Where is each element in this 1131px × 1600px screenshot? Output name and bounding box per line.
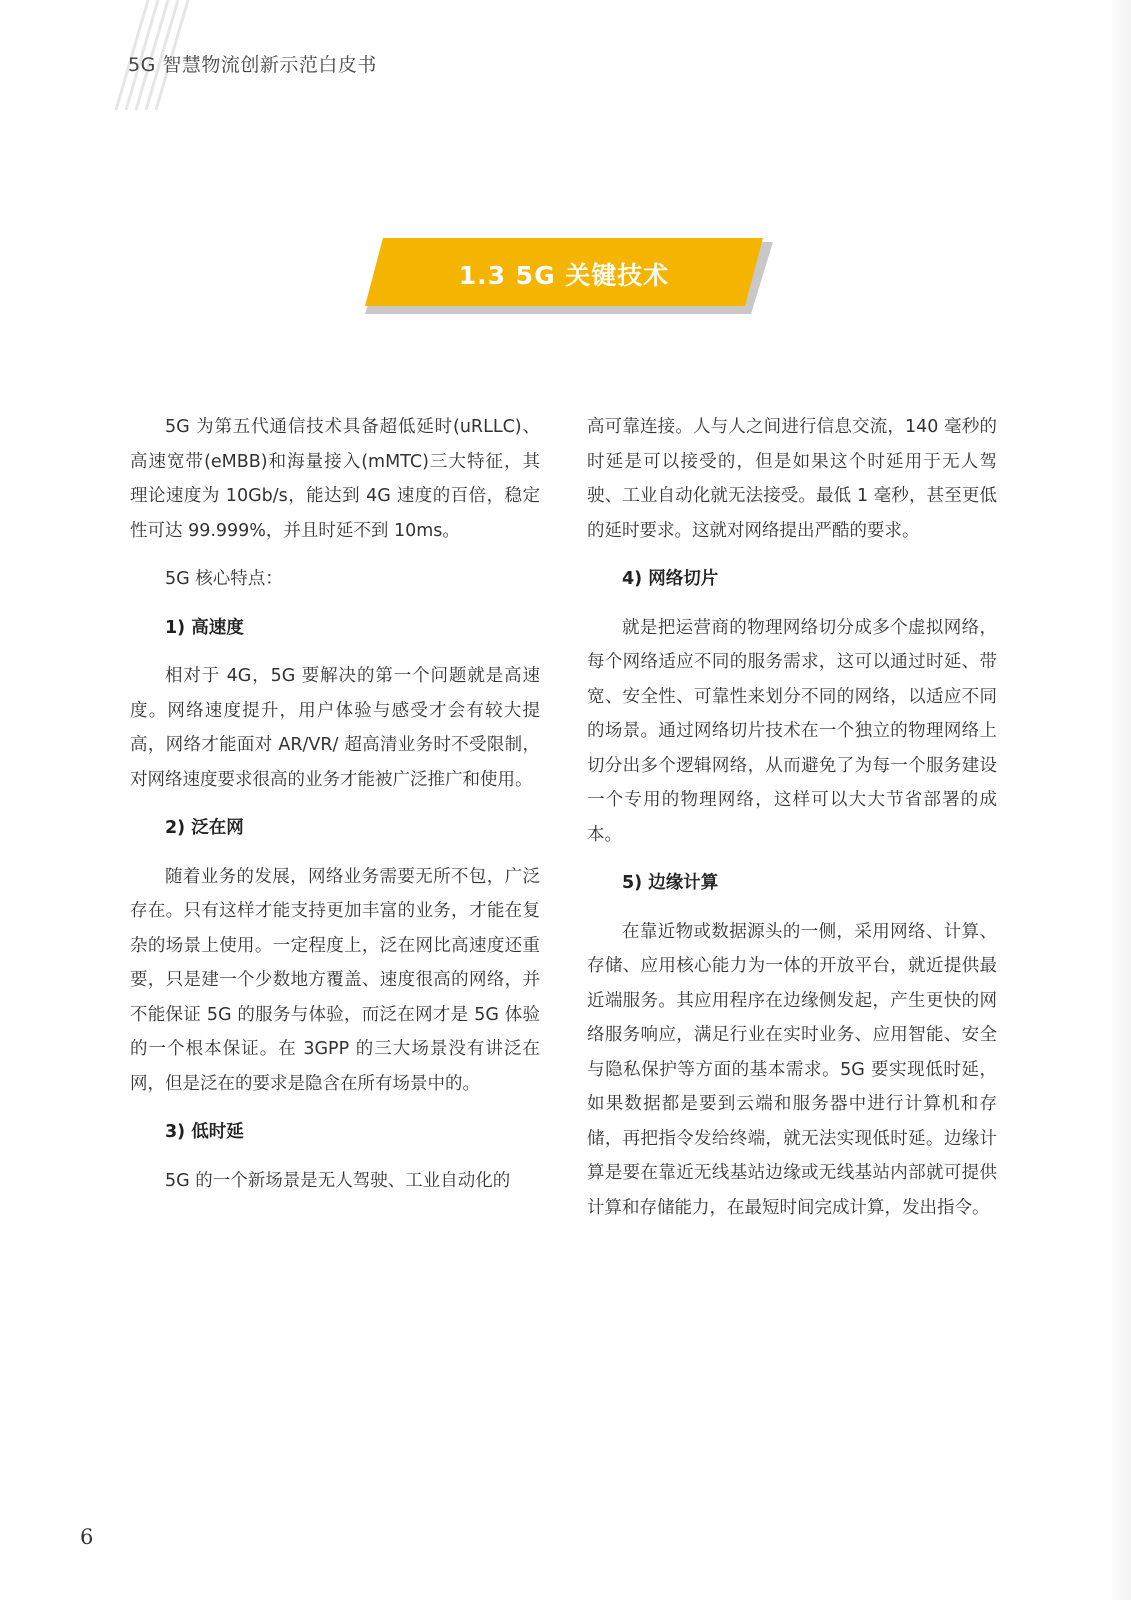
core-features-label: 5G 核心特点： <box>165 569 283 589</box>
paragraph-low-latency-continued: 高可靠连接。人与人之间进行信息交流，140 毫秒的时延是可以接受的，但是如果这个时延用于无人驾驶、工业自动化就无法接受。最低 1 毫秒，甚至更低的延时要求。这就对网络提出严酷的要求。 <box>587 417 997 541</box>
heading-low-latency: 3) 低时延 <box>165 1122 244 1142</box>
intro-paragraph: 5G 为第五代通信技术具备超低延时(uRLLC)、高速宽带(eMBB)和海量接入(mMTC)三大特征，其理论速度为 10Gb/s，能达到 4G 速度的百倍，稳定性可达 99.999%，并且时延不到 10ms。 <box>130 417 540 541</box>
page-number: 6 <box>80 1525 94 1549</box>
paragraph-network-slicing: 就是把运营商的物理网络切分成多个虚拟网络，每个网络适应不同的服务需求，这可以通过时延、带宽、安全性、可靠性来划分不同的网络，以适应不同的场景。通过网络切片技术在一个独立的物理网络上切分出多个逻辑网络，从而避免了为每一个服务建设一个专用的物理网络，这样可以大大节省部署的成本。 <box>587 617 997 845</box>
left-column <box>130 410 540 1212</box>
section-title: 1.3 5G 关键技术 <box>458 261 670 290</box>
running-header-title: 5G 智慧物流创新示范白皮书 <box>128 54 377 76</box>
heading-network-slicing: 4) 网络切片 <box>622 569 719 589</box>
paragraph-high-speed: 相对于 4G，5G 要解决的第一个问题就是高速度。网络速度提升，用户体验与感受才会有较大提高，网络才能面对 AR/VR/ 超高清业务时不受限制，对网络速度要求很高的业务才能被广泛推广和使用。 <box>130 666 540 790</box>
paragraph-ubiquitous-network: 随着业务的发展，网络业务需要无所不包，广泛存在。只有这样才能支持更加丰富的业务，才能在复杂的场景上使用。一定程度上，泛在网比高速度还重要，只是建一个少数地方覆盖、速度很高的网络，并不能保证 5G 的服务与体验，而泛在网才是 5G 体验的一个根本保证。在 3GPP 的三大场景没有讲泛在网，但是泛在的要求是隐含在所有场景中的。 <box>130 866 540 1094</box>
heading-ubiquitous-network: 2) 泛在网 <box>165 818 244 838</box>
paragraph-edge-computing: 在靠近物或数据源头的一侧，采用网络、计算、存储、应用核心能力为一体的开放平台，就近提供最近端服务。其应用程序在边缘侧发起，产生更快的网络服务响应，满足行业在实时业务、应用智能、安全与隐私保护等方面的基本需求。5G 要实现低时延，如果数据都是要到云端和服务器中进行计算机和存储，再把指令发给终端，就无法实现低时延。边缘计算是要在靠近无线基站边缘或无线基站内部就可提供计算和存储能力，在最短时间完成计算，发出指令。 <box>587 921 997 1218</box>
paragraph-low-latency-start: 5G 的一个新场景是无人驾驶、工业自动化的 <box>165 1170 511 1191</box>
page-edge-shadow <box>1109 0 1131 1600</box>
right-column <box>587 410 997 1239</box>
heading-edge-computing: 5) 边缘计算 <box>622 873 719 893</box>
section-title-banner <box>365 238 773 314</box>
heading-high-speed: 1) 高速度 <box>165 617 244 638</box>
